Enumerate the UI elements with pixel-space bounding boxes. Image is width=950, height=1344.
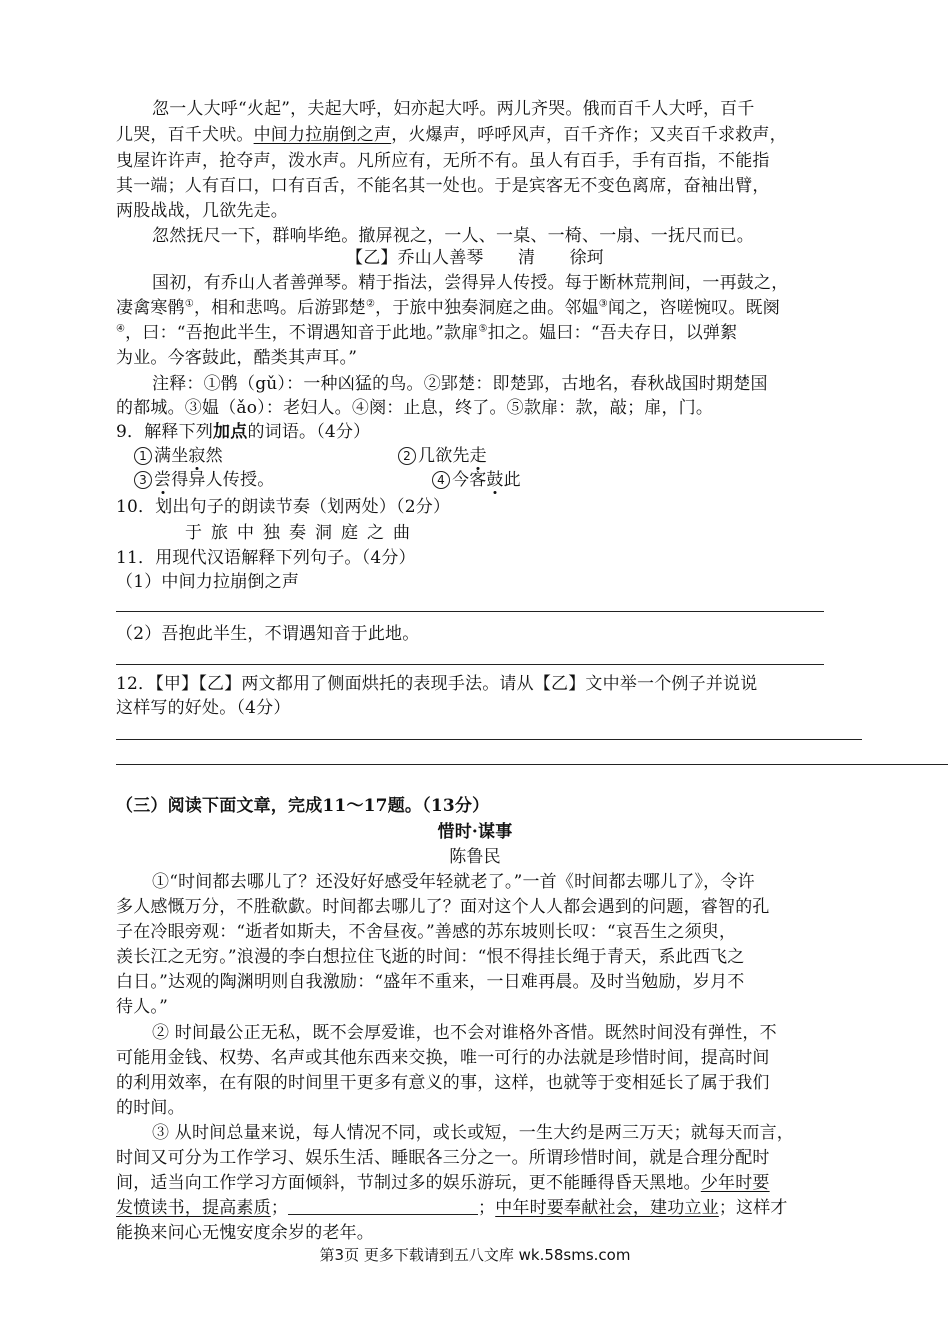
section-heading: （三）阅读下面文章，完成11～17题。（13分） <box>116 796 490 816</box>
q10-sentence: 于旅中独奏洞庭之曲 <box>185 523 419 543</box>
circled-number: 2 <box>398 447 416 465</box>
answer-line[interactable] <box>116 664 824 665</box>
answer-line[interactable] <box>116 764 948 765</box>
p1-line-4: 羡长江之无穷。”浪漫的李白想拉住飞逝的时间：“恨不得挂长绳于青天，系此西飞之 <box>116 947 745 967</box>
text: 今客 <box>452 470 487 490</box>
p2-line-2: 可能用金钱、权势、名声或其他东西来交换，唯一可行的办法就是珍惜时间，提高时间 <box>116 1048 770 1068</box>
q10-stem: 10．划出句子的朗读节奏（划两处）（2分） <box>116 497 451 517</box>
fill-blank[interactable] <box>288 1198 478 1215</box>
page-footer: 第3页 更多下载请到五八文库 wk.58sms.com <box>319 1246 631 1264</box>
text: 9．解释下列 <box>116 422 214 442</box>
footnote-mark: ⑤ <box>478 323 488 335</box>
jia-line-4: 其一端；人有百口，口有百舌，不能名其一处也。于是宾客无不变色离席，奋袖出臂， <box>116 176 770 196</box>
yi-note-1: 注释：①鹘（gǔ）：一种凶猛的鸟。②郢楚：即楚郢，古地名，春秋战国时期楚国 <box>152 374 768 394</box>
answer-line[interactable] <box>116 739 862 740</box>
underlined-text: 发愤读书，提高素质 <box>116 1198 271 1218</box>
yi-line-4: 为业。今客鼓此，酷类其声耳。” <box>116 348 358 368</box>
answer-line[interactable] <box>116 611 824 612</box>
article-title: 惜时·谋事 <box>437 822 513 842</box>
text: 凄禽寒鹘 <box>116 298 185 318</box>
footnote-mark: ① <box>184 298 194 310</box>
q12-line-2: 这样写的好处。（4分） <box>116 698 291 718</box>
text: 的词语。（4分） <box>247 422 371 442</box>
p1-line-6: 待人。” <box>116 997 168 1017</box>
q9-item-2 <box>398 444 487 468</box>
text: ，于旅中独奏洞庭之曲。邻媪 <box>375 298 599 318</box>
underlined-text: 少年时要 <box>700 1173 770 1193</box>
jia-line-3: 曳屋许许声，抢夺声，泼水声。凡所应有，无所不有。虽人有百手，手有百指，不能指 <box>116 151 770 171</box>
text: ； <box>478 1198 496 1218</box>
q9-item-4 <box>432 468 521 492</box>
jia-line-5: 两股战战，几欲先走。 <box>116 201 288 221</box>
text: 此 <box>503 470 521 490</box>
p3-line-5: 能换来问心无愧安度余岁的老年。 <box>116 1223 374 1243</box>
text: 间，适当向工作学习方面倾斜，节制过多的娱乐游玩，更不能睡得昏天黑地。 <box>116 1173 701 1193</box>
p2-line-1: ② 时间最公正无私，既不会厚爱谁，也不会对谁格外吝惜。既然时间没有弹性，不 <box>152 1023 777 1043</box>
text: 得异人传授。 <box>171 470 275 490</box>
text: 儿哭，百千犬吠。 <box>116 125 254 145</box>
underlined-text: 中年时要奉献社会，建功立业 <box>495 1198 719 1218</box>
yi-line-1: 国初，有乔山人者善弹琴。精于指法，尝得异人传授。每于断林荒荆间，一再鼓之， <box>152 273 789 293</box>
text: ，曰：“吾抱此半生，不谓遇知音于此地。”款扉 <box>125 323 479 343</box>
p3-line-2: 时间又可分为工作学习、娱乐生活、睡眠各三分之一。所谓珍惜时间，就是合理分配时 <box>116 1148 770 1168</box>
text: 扣之。媪曰：“吾夫存日，以弹絮 <box>487 323 738 343</box>
yi-line-3 <box>116 321 737 345</box>
text: 满坐 <box>154 446 189 466</box>
text: ，相和悲鸣。后游郢楚 <box>193 298 366 318</box>
p2-line-3: 的利用效率，在有限的时间里干更多有意义的事，这样，也就等于变相延长了属于我们 <box>116 1073 770 1093</box>
article-author: 陈鲁民 <box>449 847 501 867</box>
text: 闻之，咨嗟惋叹。既阕 <box>607 298 780 318</box>
p3-line-3 <box>116 1171 770 1195</box>
p1-line-3: 子在冷眼旁观：“逝者如斯夫，不舍昼夜。”善感的苏东坡则长叹：“哀吾生之须臾， <box>116 922 737 942</box>
yi-line-2 <box>116 296 780 320</box>
p3-line-1: ③ 从时间总量来说，每人情况不同，或长或短，一生大约是两三万天；就每天而言， <box>152 1123 795 1143</box>
q9-stem <box>116 420 370 444</box>
yi-title: 【乙】乔山人善琴 清 徐珂 <box>346 248 604 268</box>
dotted-char: 走 <box>469 446 487 466</box>
q9-item-1 <box>134 444 223 468</box>
text: ； <box>270 1198 289 1218</box>
q11-sub-2: （2）吾抱此半生，不谓遇知音于此地。 <box>116 624 420 644</box>
p1-line-1: ①“时间都去哪儿了？还没好好感受年轻就老了。”一首《时间都去哪儿了》，令许 <box>152 872 755 892</box>
underlined-sentence: 中间力拉崩倒之声 <box>253 125 392 145</box>
footnote-mark: ② <box>365 298 376 310</box>
q11-stem: 11．用现代汉语解释下列句子。（4分） <box>116 548 416 568</box>
q9-item-3 <box>134 468 274 492</box>
jia-para-2: 忽然抚尺一下，群响毕绝。撤屏视之，一人、一桌、一椅、一扇、一抚尺而已。 <box>152 226 754 246</box>
footnote-mark: ③ <box>598 298 608 310</box>
yi-note-2: 的都城。③媪（ǎo）：老妇人。④阕：止息，终了。⑤款扉：款，敲；扉，门。 <box>116 398 714 418</box>
bold-text: 加点 <box>213 422 248 442</box>
jia-line-2 <box>116 123 787 147</box>
q12-line-1: 12．【甲】【乙】两文都用了侧面烘托的表现手法。请从【乙】文中举一个例子并说说 <box>116 674 758 694</box>
text: 几欲先 <box>418 446 470 466</box>
text: ；这样才 <box>718 1198 788 1218</box>
p2-line-4: 的时间。 <box>116 1098 185 1118</box>
p3-line-4 <box>116 1196 788 1220</box>
footnote-mark: ④ <box>116 323 126 335</box>
jia-line-1: 忽一人大呼“火起”，夫起大呼，妇亦起大呼。两儿齐哭。俄而百千人大呼，百千 <box>152 99 755 119</box>
circled-number: 1 <box>134 447 152 465</box>
text: 然 <box>205 446 223 466</box>
p1-line-5: 白日。”达观的陶渊明则自我激励：“盛年不重来，一日难再晨。及时当勉励，岁月不 <box>116 972 745 992</box>
circled-number: 4 <box>432 471 450 489</box>
text: ，火爆声，呼呼风声，百千齐作；又夹百千求救声， <box>391 125 787 145</box>
p1-line-2: 多人感慨万分，不胜欷歔。时间都去哪儿了？面对这个人人都会遇到的问题，睿智的孔 <box>116 897 770 917</box>
dotted-char: 鼓 <box>486 470 504 490</box>
circled-number: 3 <box>134 471 152 489</box>
dotted-char: 寂 <box>188 446 206 466</box>
q11-sub-1: （1）中间力拉崩倒之声 <box>116 572 300 592</box>
dotted-char: 尝 <box>154 470 172 490</box>
